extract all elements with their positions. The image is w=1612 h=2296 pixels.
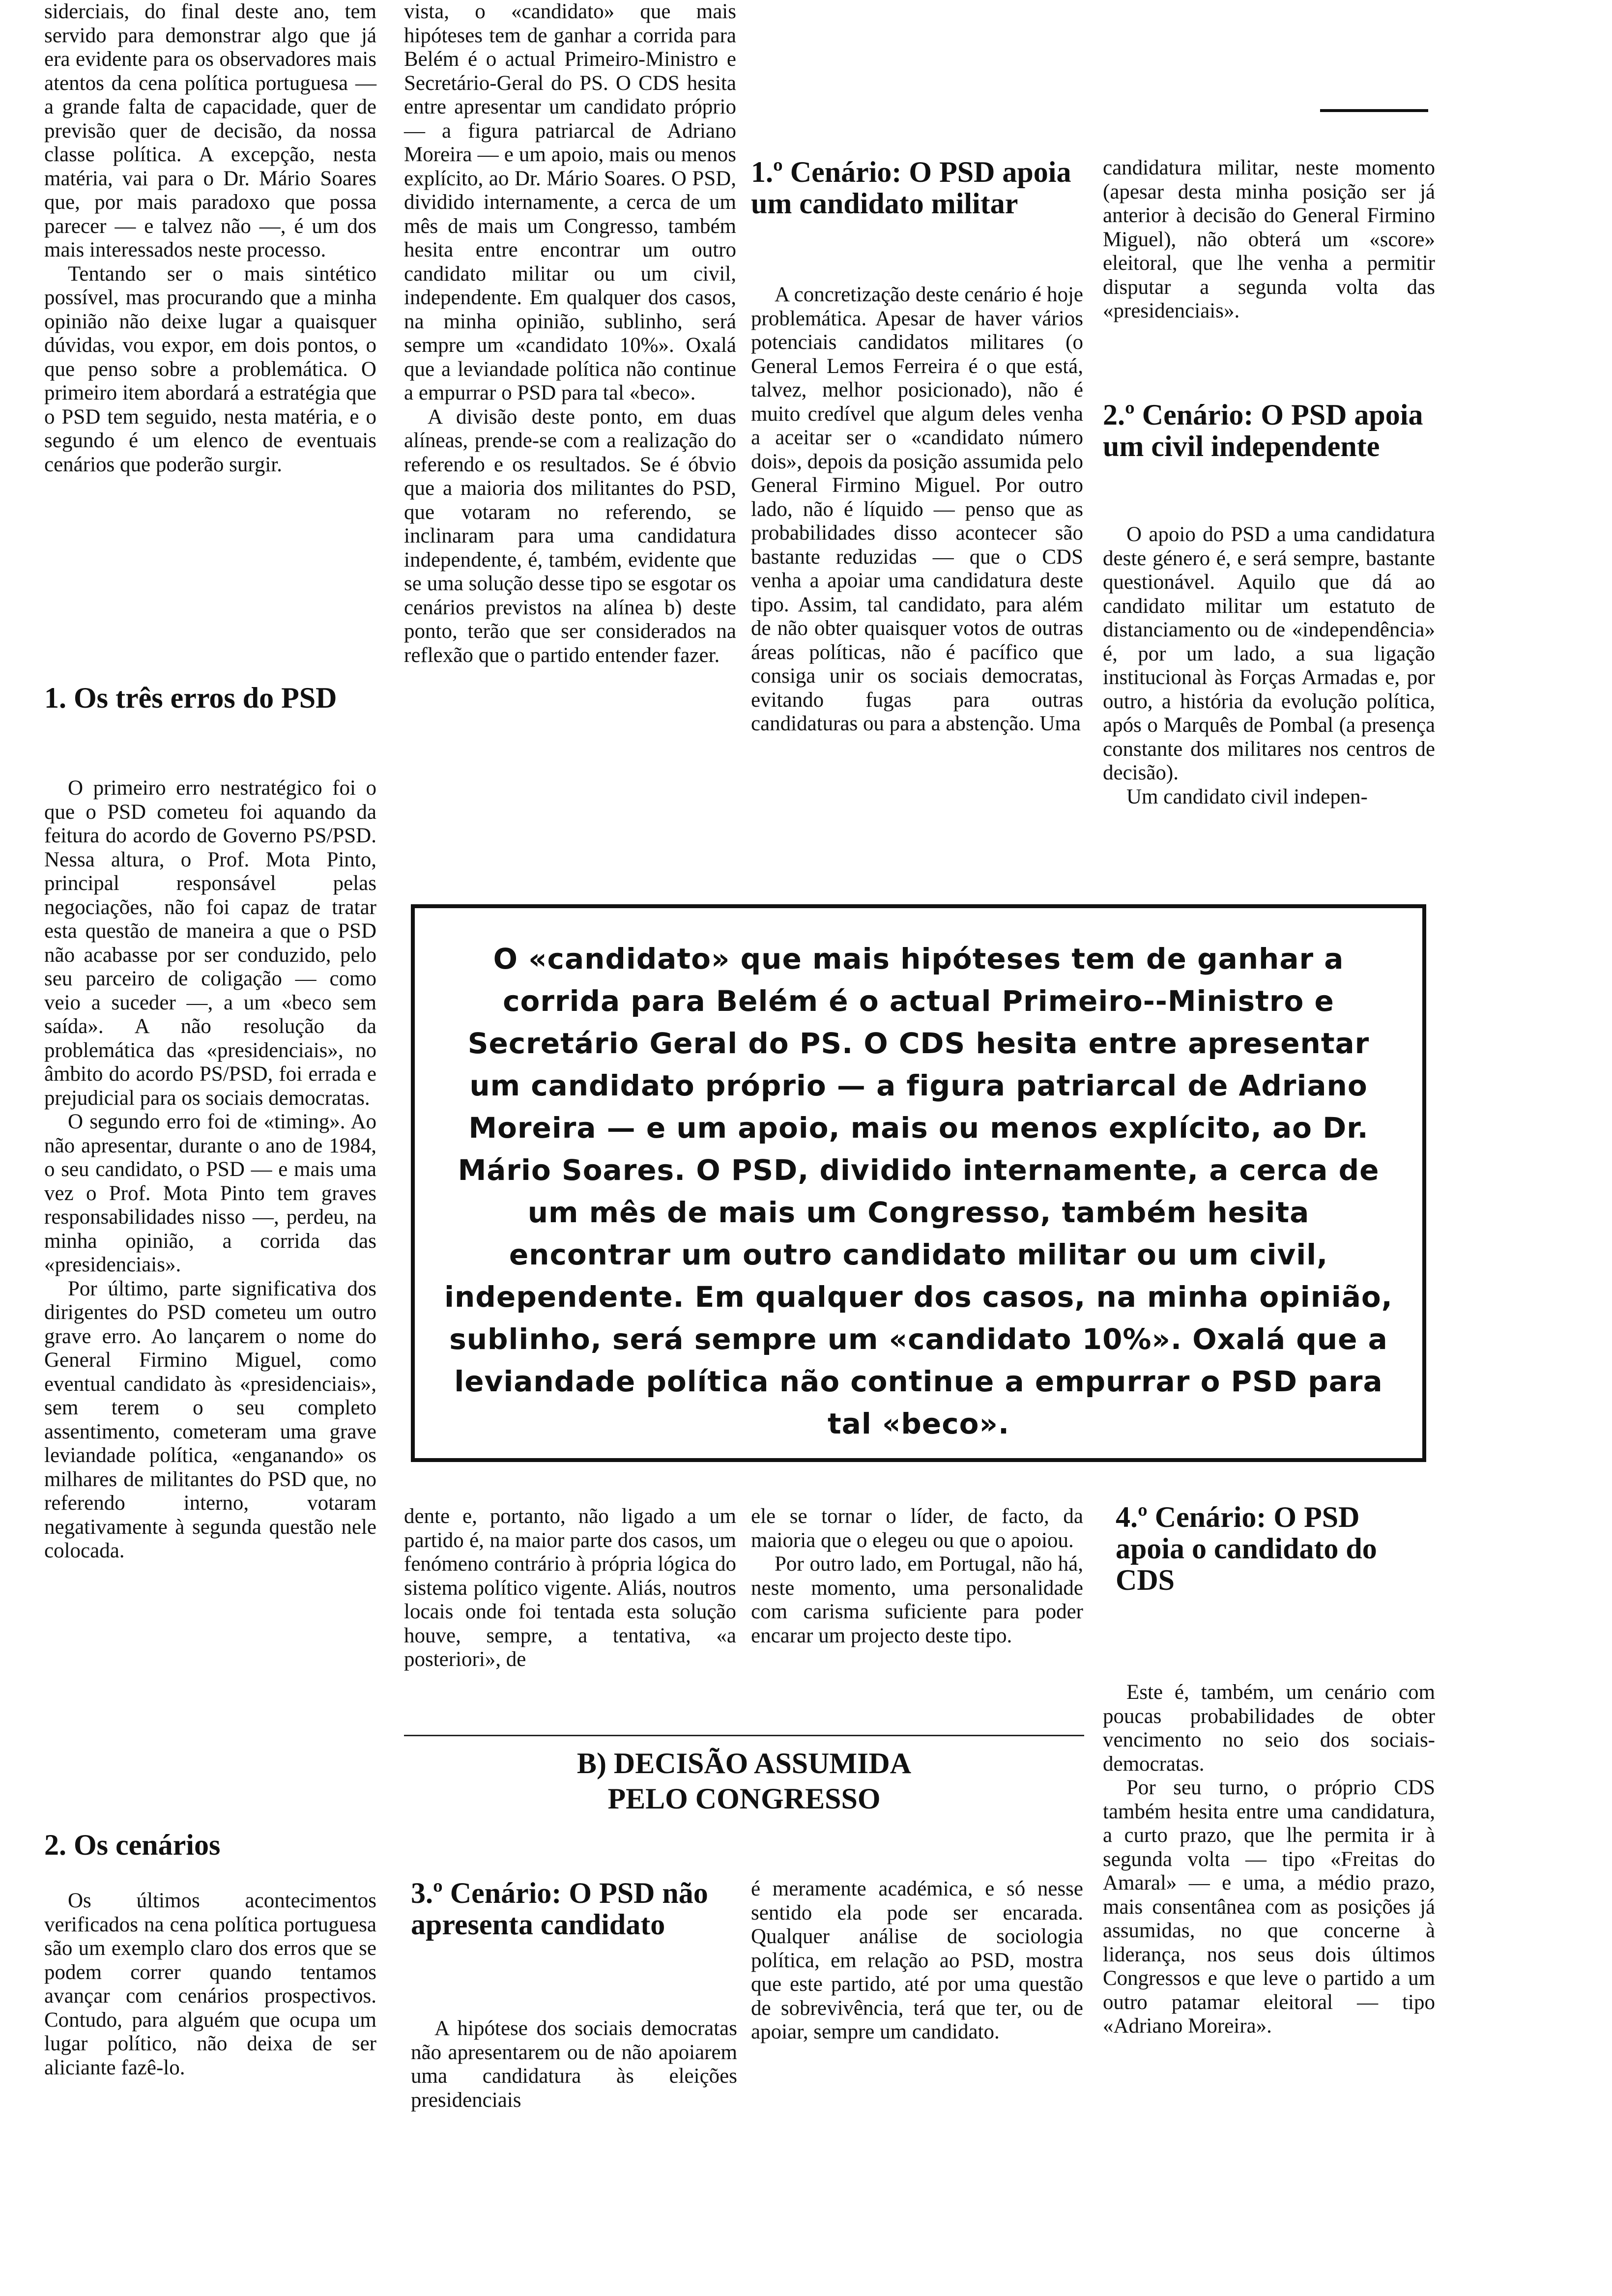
paragraph: dente e, portanto, não ligado a um partido é, na maior parte dos casos, um fenómeno contrário à própria lógica do sistema político vigente. Aliás, noutros locais onde foi tentada esta solução houve, sempre, a tentativa, «a posteriori», de: [404, 1505, 736, 1671]
column-1-intro: [44, 0, 376, 477]
scenario-2-heading-block: [1103, 399, 1435, 462]
scenario-1-heading: 1.º Cenário: O PSD apoia um candidato militar: [751, 156, 1071, 220]
paragraph: A hipótese dos sociais democratas não apresentarem ou de não apoiarem uma candidatura às eleições presidenciais: [411, 2017, 737, 2112]
paragraph: O primeiro erro nestratégico foi o que o PSD cometeu foi aquando da feitura do acordo de Governo PS/PSD. Nessa altura, o Prof. Mota Pinto, principal responsável pelas negociações, não foi capaz de tratar esta questão de maneira a que o PSD não acabasse por ser conduzido, pelo seu parceiro de coligação — como veio a suceder —, a um «beco sem saída». A não resolução da problemática das «presidenciais», no âmbito do acordo PS/PSD, foi errada e prejudicial para os sociais democratas.: [44, 776, 376, 1110]
paragraph: é meramente académica, e só nesse sentido ela pode ser encarada. Qualquer análise de sociologia política, em relação ao PSD, mostra que este partido, até por uma questão de sobrevivência, terá que ter, ou de apoiar, sempre um candidato.: [751, 1877, 1083, 2043]
column-4-top: [1103, 156, 1435, 323]
scenario-3-left-text: [411, 2017, 737, 2112]
paragraph: Este é, também, um cenário com poucas probabilidades de obter vencimento no seio dos sociais-democratas.: [1103, 1681, 1435, 1776]
section-b-heading-line-1: B) DECISÃO ASSUMIDA: [576, 1747, 912, 1779]
paragraph: Por último, parte significativa dos dirigentes do PSD cometeu um outro grave erro. Ao lançarem o nome do General Firmino Miguel, como eventual candidato às «presidenciais», sem terem o seu completo assentimento, cometeram uma grave leviandade política, «enganando» os milhares de militantes do PSD que, no referendo interno, votaram negativamente à segunda questão nele colocada.: [44, 1277, 376, 1562]
pull-quote-text: O «candidato» que mais hipóteses tem de ganhar a corrida para Belém é o actual Primeiro--Ministro e Secretário Geral do PS. O CDS hesita entre apresentar um candidato próprio — a figura patriarcal de Adriano Moreira — e um apoio, mais ou menos explícito, ao Dr. Mário Soares. O PSD, dividido internamente, a cerca de um mês de mais um Congresso, também hesita encontrar um outro candidato militar ou um civil, independente. Em qualquer dos casos, na minha opinião, sublinho, será sempre um «candidato 10%». Oxalá que a leviandade política não continue a empurrar o PSD para tal «beco».: [444, 942, 1393, 1440]
paragraph: siderciais, do final deste ano, tem servido para demonstrar algo que já era evidente para os observadores mais atentos da cena política portuguesa — a grande falta de capacidade, quer de previsão quer de decisão, da nossa classe política. A excepção, nesta matéria, vai para o Dr. Mário Soares que, por mais paradoxo que possa parecer — e talvez não —, é um dos mais interessados neste processo.: [44, 0, 376, 261]
column-1-section-2: [44, 1889, 376, 2080]
pull-quote-box: [411, 904, 1426, 1462]
column-4-scenario-2: [1103, 523, 1435, 809]
paragraph: vista, o «candidato» que mais hipóteses tem de ganhar a corrida para Belém é o actual Primeiro-Ministro e Secretário-Geral do PS. O CDS hesita entre apresentar um candidato próprio — a figura patriarcal de Adriano Moreira — e um apoio, mais ou menos explícito, ao Dr. Mário Soares. O PSD, dividido internamente, a cerca de um mês de mais um Congresso, também hesita entre encontrar um outro candidato militar ou um civil, independente. Em qualquer dos casos, na minha opinião, sublinho, será sempre um «candidato 10%». Oxalá que a leviandade política não continue a empurrar o PSD para tal «beco».: [404, 0, 736, 404]
top-right-rule: [1320, 109, 1428, 112]
scenario-4-heading: 4.º Cenário: O PSD apoia o candidato do CDS: [1116, 1501, 1377, 1596]
section-b-heading-line-2: PELO CONGRESSO: [607, 1782, 881, 1815]
column-3-scenario-1: [751, 283, 1083, 736]
section-b-heading-block: [404, 1746, 1084, 1816]
scenario-2-heading: 2.º Cenário: O PSD apoia um civil independente: [1103, 399, 1423, 462]
paragraph: Um candidato civil indepen-: [1126, 785, 1368, 808]
column-4-scenario-4: [1103, 1681, 1435, 2038]
scenario-1-heading-block: [751, 156, 1083, 219]
paragraph: O apoio do PSD a uma candidatura deste género é, e será sempre, bastante questionável. Aquilo que dá ao candidato militar um estatuto de distanciamento ou de «independência» é, por um lado, a sua ligação institucional às Forças Armadas e, por outro, a história da evolução política, após o Marquês de Pombal (a presença constante dos militares nos centros de decisão).: [1103, 523, 1435, 784]
paragraph: A divisão deste ponto, em duas alíneas, prende-se com a realização do referendo e os resultados. Se é óbvio que a maioria dos militantes do PSD, que votaram no referendo, se inclinaram para uma candidatura independente, é, também, evidente que se uma solução desse tipo se esgotar os cenários previstos na alínea b) deste ponto, terão que ser considerados na reflexão que o partido entender fazer.: [404, 405, 736, 667]
paragraph: Os últimos acontecimentos verificados na cena política portuguesa são um exemplo claro dos erros que se podem correr quando tentamos avançar com cenários prospectivos. Contudo, para alguém que ocupa um lugar político, não deixa de ser aliciante fazê-lo.: [44, 1889, 376, 2079]
section-1-heading: 1. Os três erros do PSD: [44, 682, 337, 714]
column-2-bottom: [404, 1505, 736, 1672]
scenario-3-right-text: [751, 1877, 1083, 2044]
column-2-top: [404, 0, 736, 667]
scenario-4-heading-block: [1116, 1501, 1435, 1596]
paragraph: Por seu turno, o próprio CDS também hesita entre uma candidatura, a curto prazo, que lhe permita ir à segunda volta — tipo «Freitas do Amaral» — e uma, a médio prazo, mais consentânea com as posições já assumidas, no que concerne à liderança, nos seus dois últimos Congressos e que leve o partido a um outro patamar eleitoral — tipo «Adriano Moreira».: [1103, 1776, 1435, 2038]
column-1-section-1: [44, 776, 376, 1563]
section-b-rule: [404, 1735, 1084, 1736]
paragraph: A concretização deste cenário é hoje problemática. Apesar de haver vários potenciais candidatos militares (o General Lemos Ferreira é o que está, talvez, melhor posicionado), não é muito credível que algum deles venha a aceitar ser o «candidato número dois», depois da posição assumida pelo General Firmino Miguel. Por outro lado, não é líquido — penso que as probabilidades disso acontecer são bastante reduzidas — que o CDS venha a apoiar uma candidatura deste tipo. Assim, tal candidato, para além de não obter quaisquer votos de outras áreas políticas, não é pacífico que consiga unir os sociais democratas, evitando fugas para outras candidaturas ou para a abstenção. Uma: [751, 283, 1083, 735]
paragraph: Por outro lado, em Portugal, não há, neste momento, uma personalidade com carisma suficiente para poder encarar um projecto deste tipo.: [751, 1552, 1083, 1647]
section-1-heading-block: [44, 682, 376, 714]
section-2-heading-block: [44, 1829, 376, 1861]
scenario-3-heading: 3.º Cenário: O PSD não apresenta candidato: [411, 1877, 708, 1941]
paragraph: Tentando ser o mais sintético possível, mas procurando que a minha opinião não deixe lugar a quaisquer dúvidas, vou expor, em dois pontos, o que penso sobre a problemática. O primeiro item abordará a estratégia que o PSD tem seguido, nesta matéria, e o segundo é um elenco de eventuais cenários que poderão surgir.: [44, 262, 376, 476]
section-2-heading: 2. Os cenários: [44, 1829, 221, 1861]
column-3-bottom: [751, 1505, 1083, 1648]
paragraph: O segundo erro foi de «timing». Ao não apresentar, durante o ano de 1984, o seu candidato, o PSD — e mais uma vez o Prof. Mota Pinto tem graves responsabilidades nisso —, perdeu, na minha opinião, a corrida das «presidenciais».: [44, 1110, 376, 1276]
scenario-3-heading-block: [411, 1877, 743, 1940]
paragraph: candidatura militar, neste momento (apesar desta minha posição ser já anterior à decisão do General Firmino Miguel), não obterá um «score» eleitoral, que lhe venha a permitir disputar a segunda volta das «presidenciais».: [1103, 156, 1435, 322]
paragraph: ele se tornar o líder, de facto, da maioria que o elegeu ou que o apoiou.: [751, 1505, 1083, 1552]
